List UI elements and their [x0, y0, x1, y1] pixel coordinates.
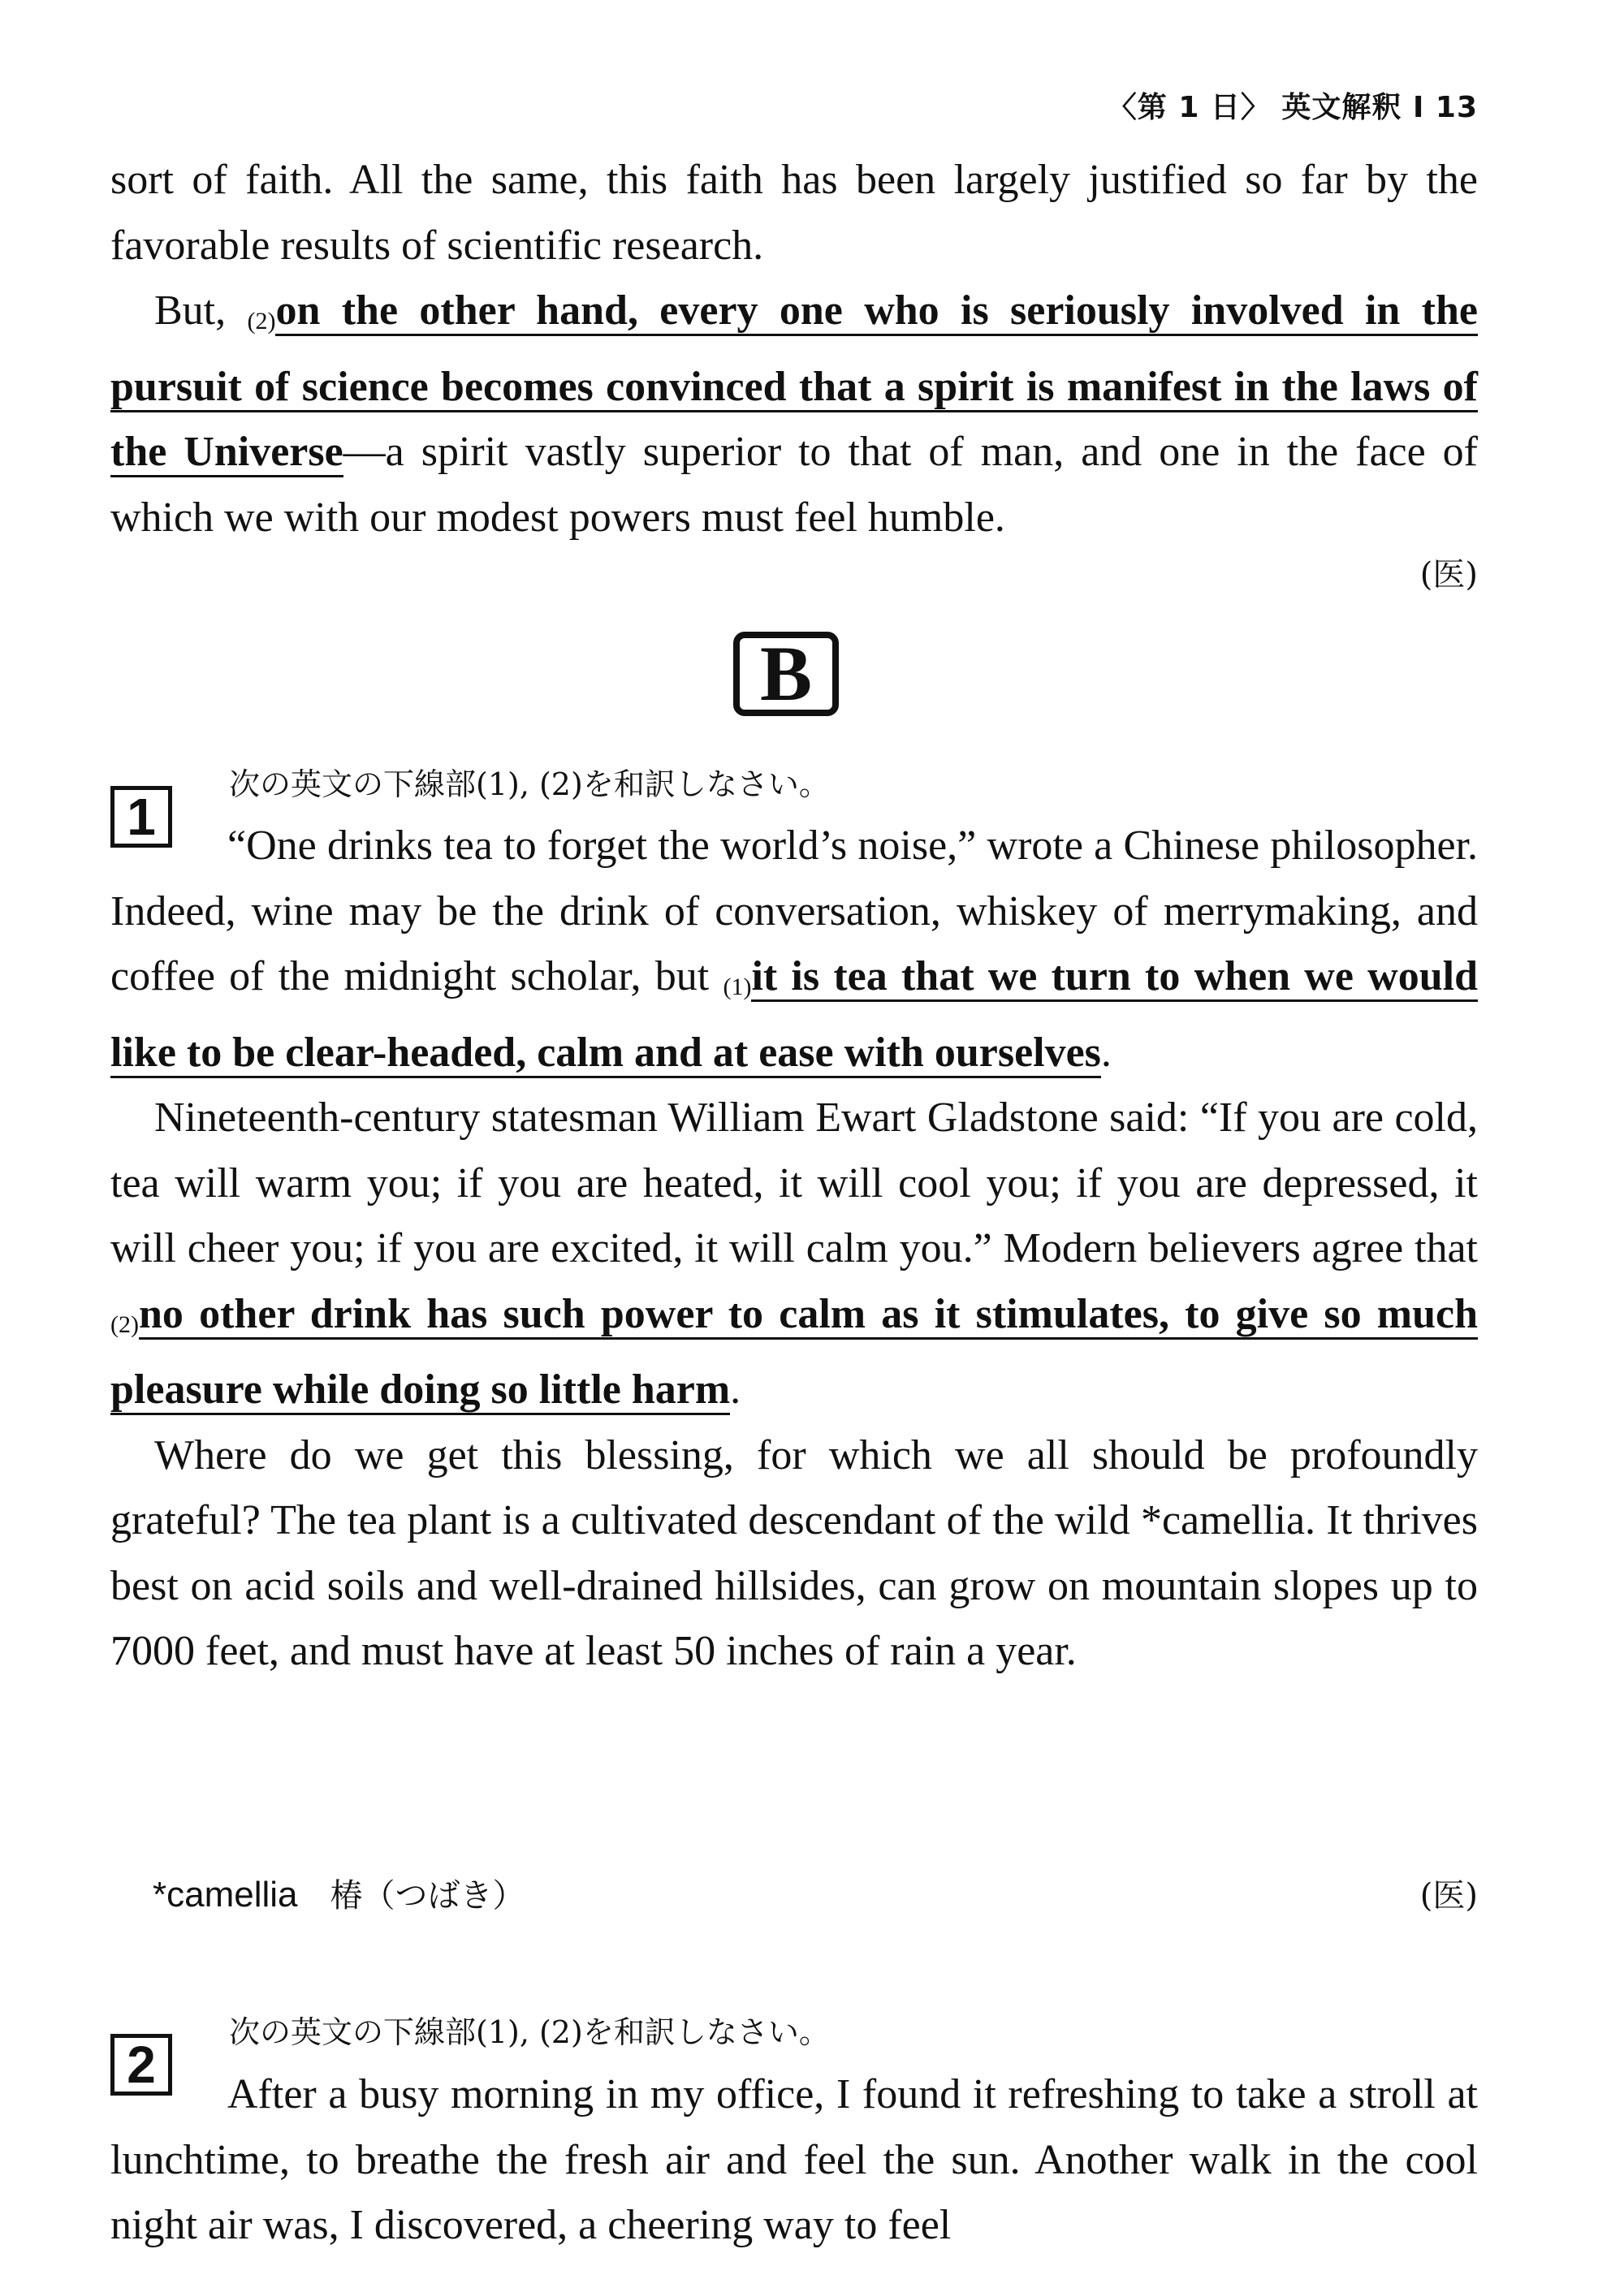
paragraph: After a busy morning in my office, I found it refreshing to take a stroll at lunchtime, to breathe the fresh air and feel the sun. Another walk in the cool night air was, I discovered, a cheering way to feel [110, 2071, 1478, 2248]
underline-marker: (2) [247, 308, 276, 335]
paragraph [110, 1086, 1478, 1423]
underline-marker: (2) [110, 1310, 139, 1338]
footnote-gloss: 椿（つばき） [330, 1877, 525, 1915]
paragraph: Where do we get this blessing, for which we all should be profoundly grateful? The tea plant is a cultivated descendant of the wild *camellia. It thrives best on acid soils and well-drained hillsides, can grow on mountain slopes up to 7000 feet, and must have at least 50 inches of rain a year. [110, 1431, 1478, 1674]
paragraph-text: . [730, 1366, 741, 1413]
question-1-text [110, 814, 1478, 1685]
underlined-passage: no other drink has such power to calm as it stimulates, to give so much pleasure while doing so little harm [110, 1291, 1478, 1416]
paragraph: sort of faith. All the same, this faith has been largely justified so far by the favorable results of scientific research. [110, 157, 1478, 269]
paragraph-text: —a spirit vastly superior to that of man, and one in the face of which we with our modest powers must feel humble. [110, 429, 1478, 541]
footnote [153, 1870, 525, 1916]
paragraph [110, 278, 1478, 550]
paragraph-text: . [1100, 1029, 1112, 1076]
paragraph [110, 814, 1478, 1086]
source-label: (医) [1419, 556, 1478, 594]
footnote-term: *camellia [153, 1875, 298, 1915]
question-instruction: 次の英文の下線部(1), (2)を和訳しなさい。 [229, 766, 830, 802]
question-instruction: 次の英文の下線部(1), (2)を和訳しなさい。 [229, 2014, 830, 2050]
paragraph-text: But, [154, 287, 248, 334]
paragraph-text: “One drinks tea to forget the world’s noise,” wrote a Chinese philosopher. Indeed, wine may be the drink of conversation, whiskey of merrymaking, and coffee of the midnight scholar, but [110, 822, 1478, 999]
question-2-text [110, 2062, 1478, 2259]
underlined-passage: it is tea that we turn to when we would like to be clear-headed, calm and at ease with ourselves [110, 953, 1478, 1078]
underlined-passage: on the other hand, every one who is seriously involved in the pursuit of science becomes convinced that a spirit is manifest in the laws of the Universe [110, 287, 1478, 477]
paragraph-text: Nineteenth-century statesman William Ewart Gladstone said: “If you are cold, tea will warm you; if you are heated, it will cool you; if you are depressed, it will cheer you; if you are excited, it will calm you.” Modern believers agree that [110, 1094, 1478, 1271]
question-number-box: 1 [110, 786, 172, 848]
underline-marker: (1) [723, 973, 752, 1000]
section-label-box [733, 632, 839, 716]
section-a-text [110, 148, 1478, 550]
section-label: B [759, 630, 813, 717]
running-head: 〈第 1 日〉 英文解釈 I 13 [1107, 91, 1478, 124]
source-label: (医) [1419, 1877, 1478, 1915]
question-number-box: 2 [110, 2034, 172, 2096]
